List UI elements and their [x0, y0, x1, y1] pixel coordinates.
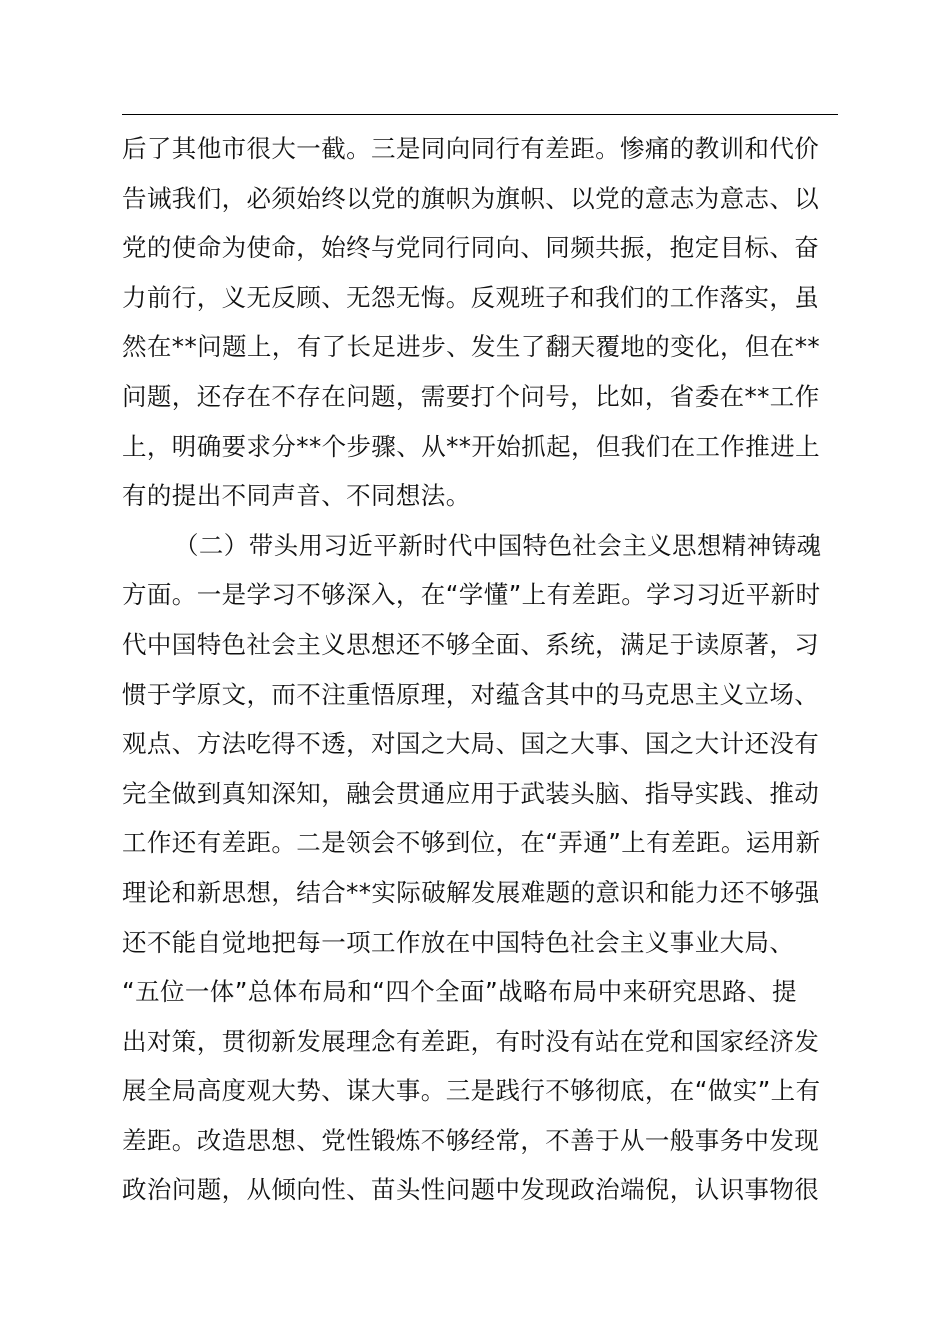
- text-line: 告诫我们，必须始终以党的旗帜为旗帜、以党的意志为意志、以: [122, 183, 820, 213]
- text-line: 差距。改造思想、党性锻炼不够经常，不善于从一般事务中发现: [122, 1125, 820, 1155]
- text-line: 问题，还存在不存在问题，需要打个问号，比如，省委在**工作: [122, 381, 820, 411]
- header-rule: [122, 114, 838, 115]
- text-line: 工作还有差距。二是领会不够到位，在“弄通”上有差距。运用新: [122, 828, 821, 858]
- text-line: 还不能自觉地把每一项工作放在中国特色社会主义事业大局、: [122, 927, 795, 957]
- text-line: 惯于学原文，而不注重悟原理，对蕴含其中的马克思主义立场、: [122, 679, 820, 709]
- text-line: 理论和新思想，结合**实际破解发展难题的意识和能力还不够强: [122, 877, 820, 907]
- text-line: 方面。一是学习不够深入，在“学懂”上有差距。学习习近平新时: [122, 580, 821, 610]
- section-heading-line: （二）带头用习近平新时代中国特色社会主义思想精神铸魂: [174, 530, 822, 560]
- text-line: 代中国特色社会主义思想还不够全面、系统，满足于读原著，习: [122, 629, 820, 659]
- text-line: 观点、方法吃得不透，对国之大局、国之大事、国之大计还没有: [122, 729, 820, 759]
- text-line: 有的提出不同声音、不同想法。: [122, 481, 471, 511]
- text-line: 出对策，贯彻新发展理念有差距，有时没有站在党和国家经济发: [122, 1026, 820, 1056]
- body-text: [122, 124, 838, 1215]
- text-line: 党的使命为使命，始终与党同行同向、同频共振，抱定目标、奋: [122, 233, 820, 263]
- text-line: “五位一体”总体布局和“四个全面”战略布局中来研究思路、提: [122, 977, 797, 1007]
- text-line: 完全做到真知深知，融会贯通应用于武装头脑、指导实践、推动: [122, 778, 820, 808]
- text-line: 力前行，义无反顾、无怨无悔。反观班子和我们的工作落实，虽: [122, 282, 820, 312]
- text-line: 上，明确要求分**个步骤、从**开始抓起，但我们在工作推进上: [122, 431, 820, 461]
- text-line: 政治问题，从倾向性、苗头性问题中发现政治端倪，认识事物很: [122, 1175, 820, 1205]
- text-line: 后了其他市很大一截。三是同向同行有差距。惨痛的教训和代价: [122, 134, 820, 163]
- text-line: 展全局高度观大势、谋大事。三是践行不够彻底，在“做实”上有: [122, 1076, 821, 1106]
- text-line: 然在**问题上，有了长足进步、发生了翻天覆地的变化，但在**: [122, 332, 820, 362]
